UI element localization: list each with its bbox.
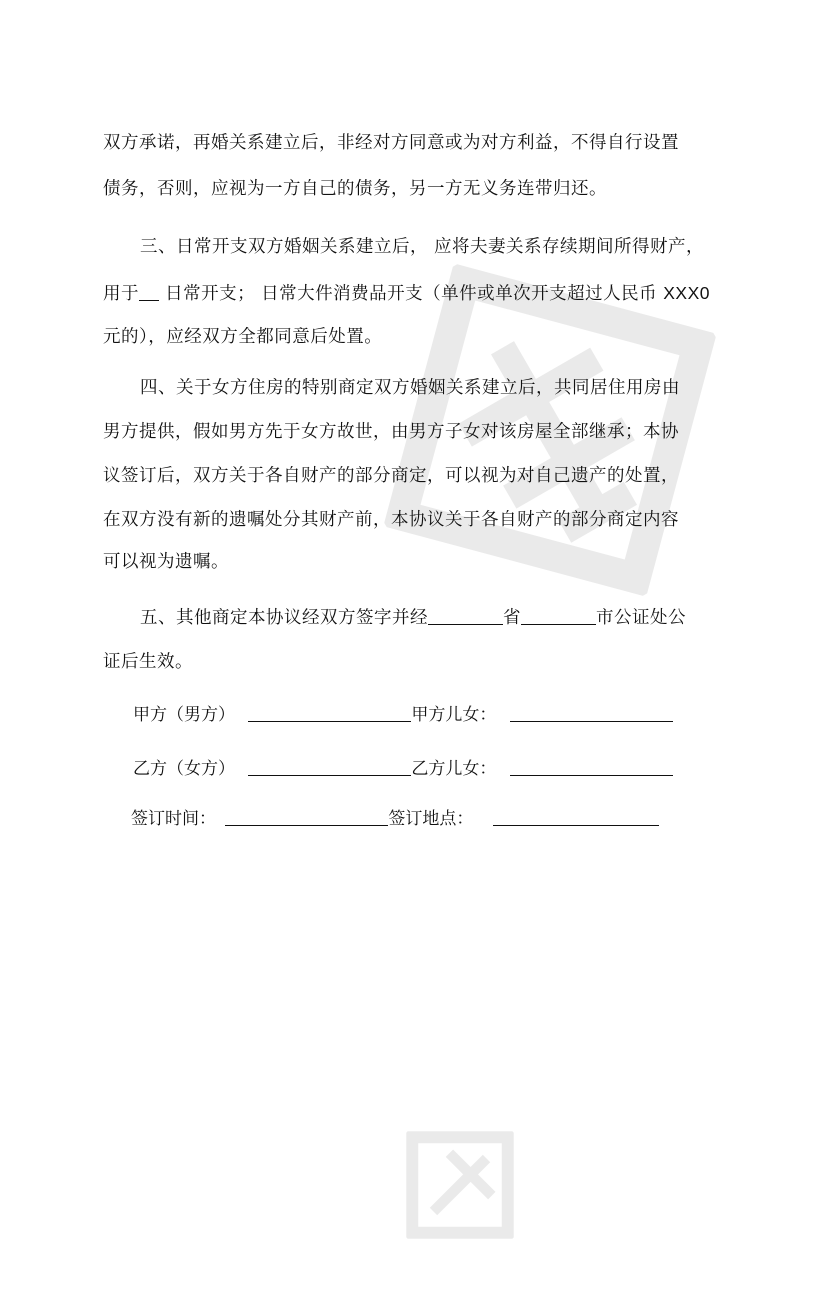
signature-row-party-a xyxy=(133,703,673,727)
section-5-line xyxy=(140,606,686,630)
sign-place-field[interactable] xyxy=(493,807,659,826)
province-blank[interactable] xyxy=(428,606,503,625)
party-a-children-label: 甲方儿女： xyxy=(411,705,497,725)
daily-expense-blank[interactable] xyxy=(139,282,159,301)
section-5-text: 五、其他商定本协议经双方签字并经 xyxy=(140,608,428,628)
section-3-text: 日常开支； 日常大件消费品开支（单件或单次开支超过人民币 xyxy=(165,284,658,304)
watermark-logo-icon xyxy=(354,1079,566,1291)
party-b-signature-field[interactable] xyxy=(248,757,411,776)
paragraph-debt-line: 债务，否则，应视为一方自己的债务，另一方无义务连带归还。 xyxy=(103,179,607,199)
party-a-label: 甲方（男方） xyxy=(133,705,235,725)
party-b-label: 乙方（女方） xyxy=(133,759,235,779)
section-5-text: 省 xyxy=(503,608,521,628)
amount-placeholder: XXX0 xyxy=(663,283,710,303)
signature-row-party-b xyxy=(133,757,673,781)
section-4-line: 男方提供，假如男方先于女方故世，由男方子女对该房屋全部继承；本协 xyxy=(103,422,679,442)
party-b-children-label: 乙方儿女： xyxy=(411,759,497,779)
section-3-line xyxy=(103,281,710,306)
section-5-text: 市公证处公 xyxy=(596,608,686,628)
section-4-line: 议签订后，双方关于各自财产的部分商定，可以视为对自己遗产的处置， xyxy=(103,466,679,486)
section-5-line: 证后生效。 xyxy=(103,652,193,672)
section-3-line: 元的），应经双方全都同意后处置。 xyxy=(103,327,383,347)
signature-row-date-place xyxy=(131,807,659,831)
party-b-children-signature-field[interactable] xyxy=(510,757,673,776)
section-3-line: 三、日常开支双方婚姻关系建立后， 应将夫妻关系存续期间所得财产， xyxy=(140,237,705,257)
sign-place-label: 签订地点： xyxy=(388,809,474,829)
section-3-text: 用于 xyxy=(103,284,139,304)
party-a-children-signature-field[interactable] xyxy=(510,703,673,722)
city-blank[interactable] xyxy=(521,606,596,625)
section-4-line: 在双方没有新的遗嘱处分其财产前，本协议关于各自财产的部分商定内容 xyxy=(103,510,679,530)
section-4-line: 四、关于女方住房的特别商定双方婚姻关系建立后，共同居住用房由 xyxy=(140,378,680,398)
party-a-signature-field[interactable] xyxy=(248,703,411,722)
sign-date-label: 签订时间： xyxy=(131,809,216,829)
section-4-line: 可以视为遗嘱。 xyxy=(103,552,229,572)
sign-date-field[interactable] xyxy=(225,807,388,826)
paragraph-debt-line: 双方承诺，再婚关系建立后，非经对方同意或为对方利益，不得自行设置 xyxy=(103,133,679,153)
